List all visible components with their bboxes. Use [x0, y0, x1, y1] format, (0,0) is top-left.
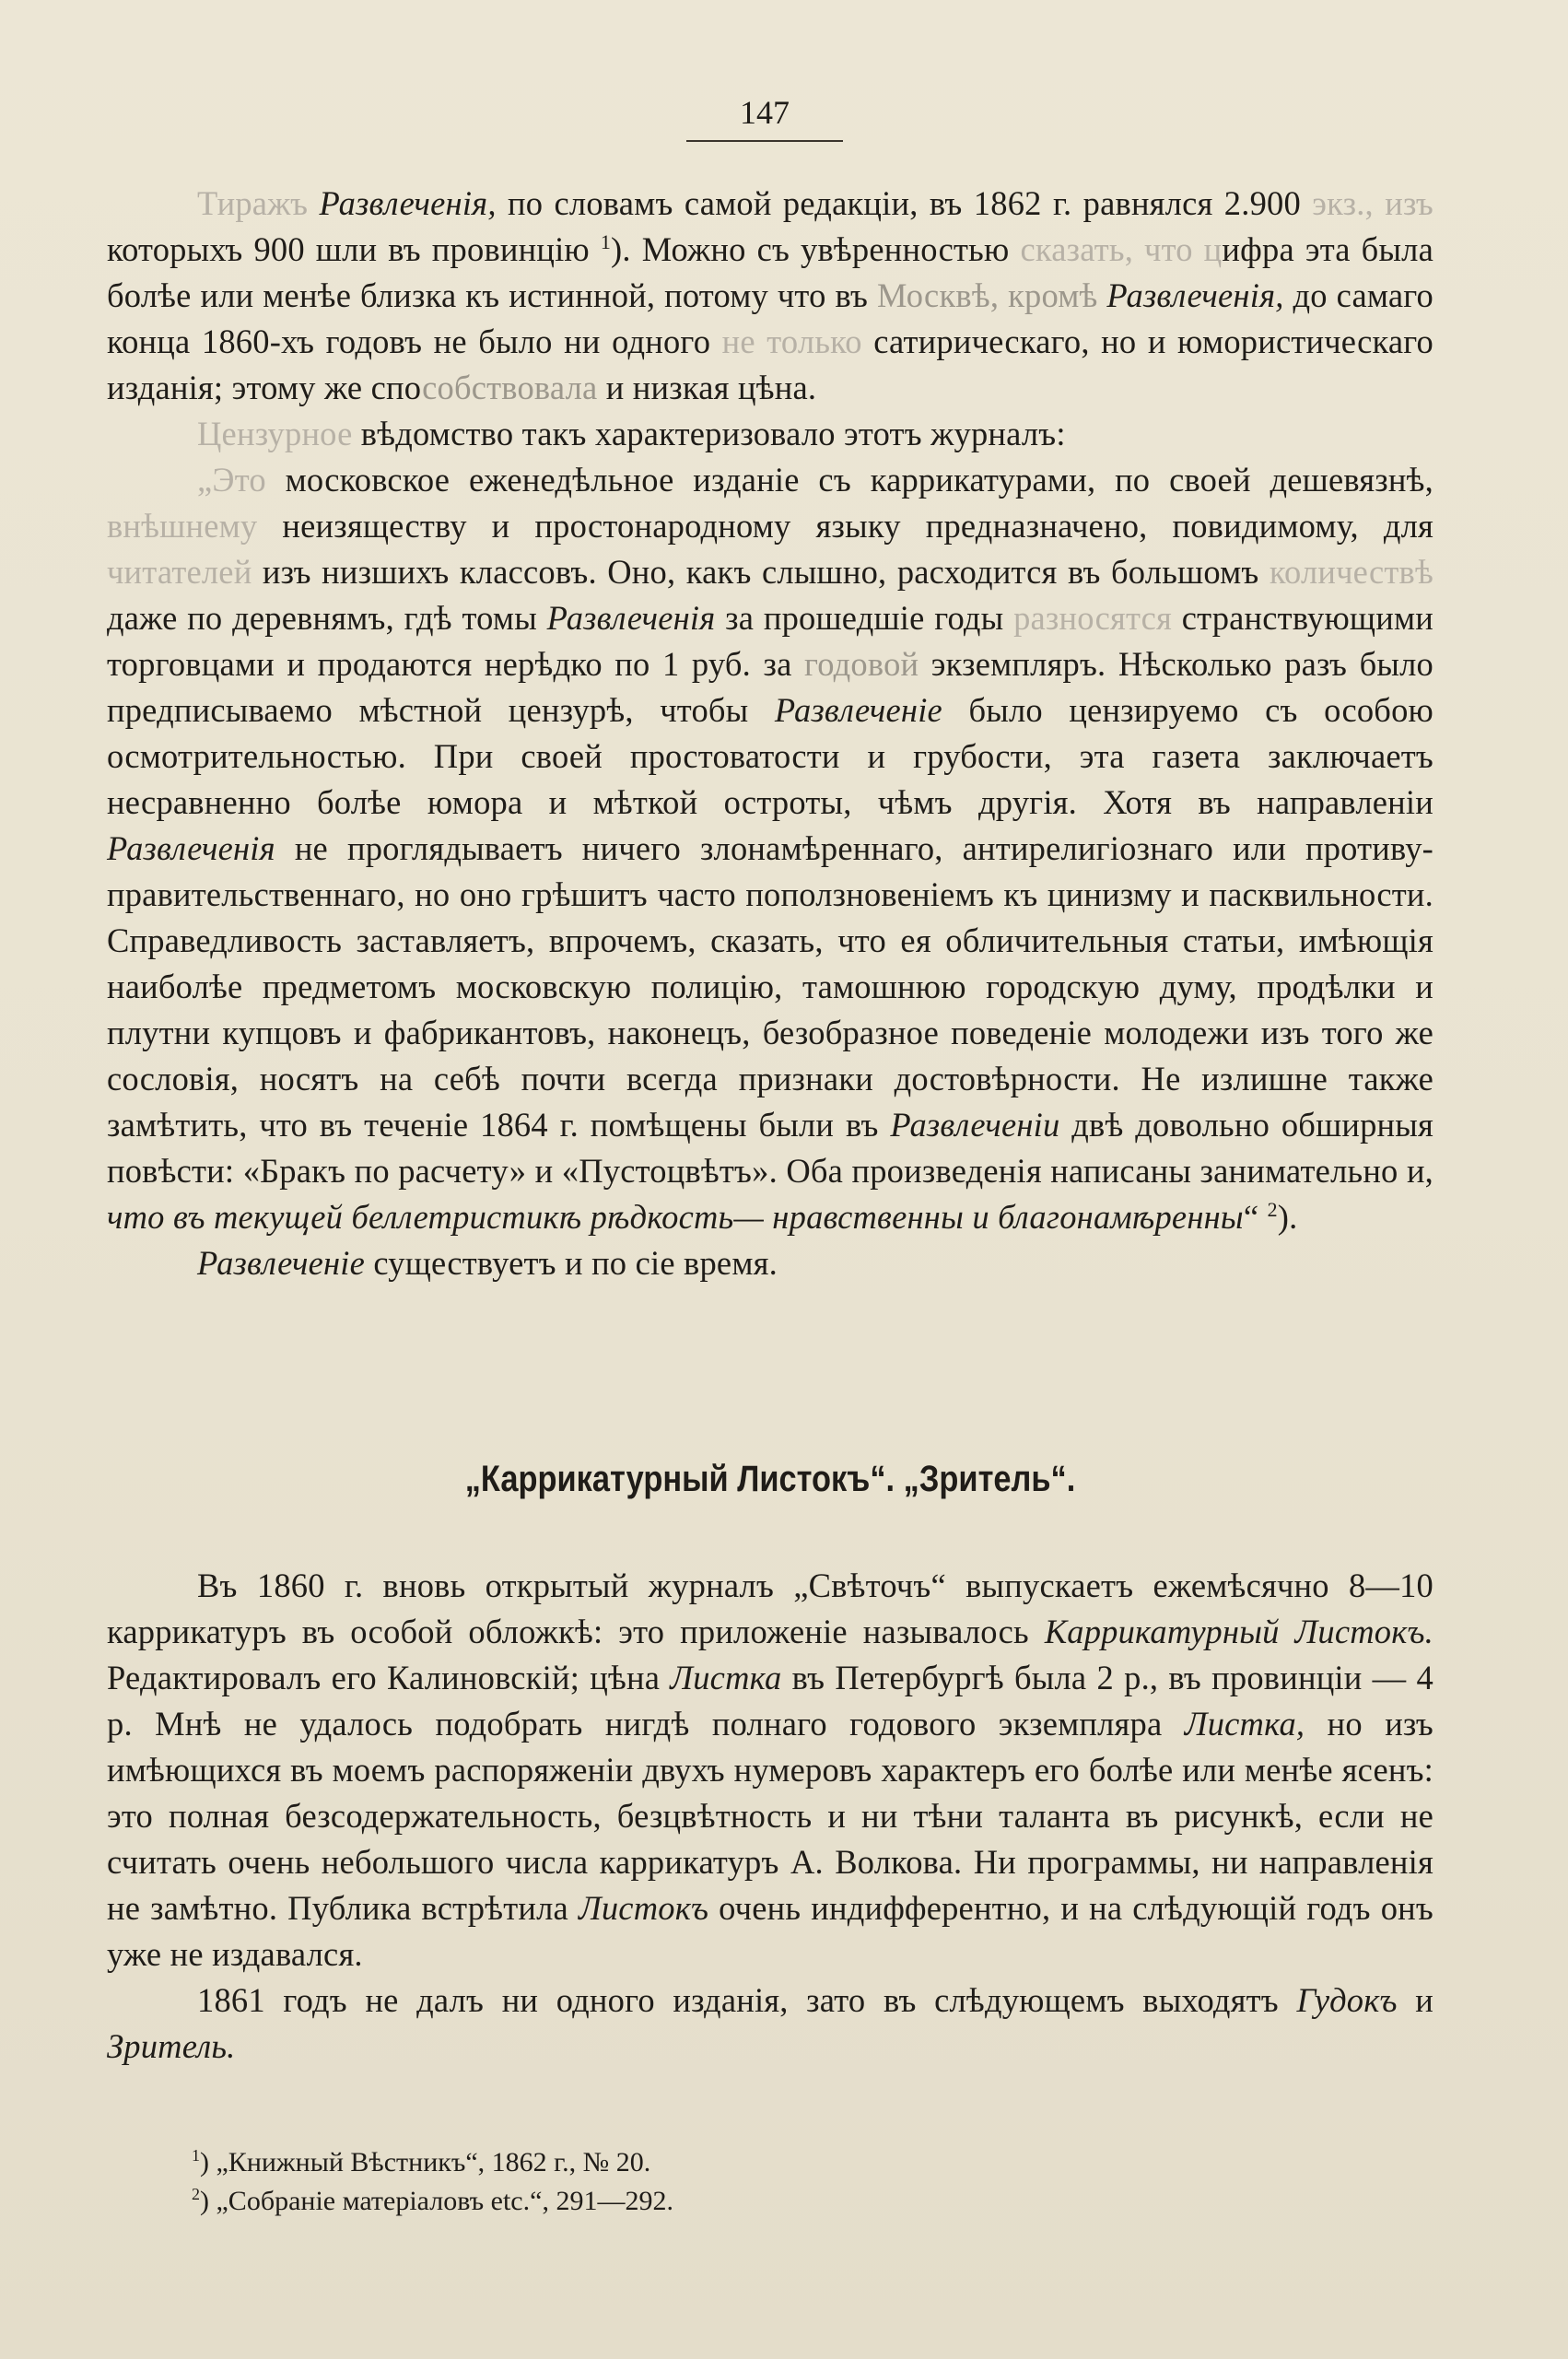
paragraph-censorship-quote: „Это московское еженедѣльное изданіе съ каррикатурами, по своей дешевязнѣ, внѣшнему неизяществу и простонародному языку предназначено, повидимому, для читателей изъ низшихъ классовъ. Оно, какъ слышно, расходится въ большомъ количествѣ даже по деревнямъ, гдѣ томы Развлеченія за прошедшіе годы разносятся странствующими торговцами и продаются нерѣдко по 1 руб. за годовой экземпляръ. Нѣсколько разъ было предписываемо мѣстной цензурѣ, чтобы Развлеченіе было цензируемо съ особою осмотрительностью. При своей простоватости и грубости, эта газета заключаетъ несравненно болѣе юмора и мѣткой остроты, чѣмъ другія. Хотя въ направленіи Развлеченія не проглядываетъ ничего злонамѣреннаго, антирелигіознаго или противу-правительственнаго, но оно грѣшитъ часто поползновеніемъ къ цинизму и пасквильности. Справедливость заставляетъ, впрочемъ, сказать, что ея обличительныя статьи, имѣющія наиболѣе предметомъ московскую полицію, тамошнюю городскую думу, продѣлки и плутни купцовъ и фабрикантовъ, наконецъ, безобразное поведеніе молодежи изъ того же сословія, носятъ на себѣ почти всегда признаки достовѣрности. Не излишне также замѣтить, что въ теченіе 1864 г. помѣщены были въ Развлеченіи двѣ довольно обширныя повѣсти: «Бракъ по расчету» и «Пустоцвѣтъ». Оба произведенія написаны занимательно и, что въ текущей беллетристикѣ рѣдкость— нравственны и благонамѣренны“ $^2$).: [107, 461, 1434, 1236]
footnotes: [192, 2143, 1113, 2221]
paragraph-circulation: Тиражъ Развлеченія, по словамъ самой редакціи, въ 1862 г. равнялся 2.900 экз., изъ которыхъ 900 шли въ провинцію $^1$). Можно съ увѣренностью сказать, что цифра эта была болѣе или менѣе близка къ истинной, потому что въ Москвѣ, кромѣ Развлеченія, до самаго конца 1860-хъ годовъ не было ни одного не только сатирическаго, но и юмористическаго изданія; этому же способствовала и низкая цѣна.: [107, 184, 1434, 406]
paragraph-censorship-intro: Цензурное вѣдомство такъ характеризовало этотъ журналъ:: [197, 415, 1066, 452]
page-number: 147: [740, 94, 790, 131]
paragraph-exists: Развлеченіе существуетъ и по сіе время.: [197, 1244, 778, 1282]
section-heading: „Каррикатурный Листокъ“. „Зритель“.: [464, 1459, 1076, 1499]
footnote-2: $^2$) „Собраніе матеріаловъ etc.“, 291—292.: [192, 2185, 673, 2216]
footnote-ref-2: 2: [1267, 1197, 1278, 1221]
main-text-lower: [107, 1563, 1433, 2070]
page-number-rule: [686, 140, 843, 142]
main-text-upper: [107, 181, 1433, 1286]
paragraph-1861: 1861 годъ не далъ ни одного изданія, зато въ слѣдующемъ выходятъ Гудокъ и Зритель.: [107, 1981, 1433, 2065]
footnote-ref-1: 1: [600, 229, 612, 253]
footnote-1: $^1$) „Книжный Вѣстникъ“, 1862 г., № 20.: [192, 2146, 651, 2177]
paragraph-karrikaturny-listok: Въ 1860 г. вновь открытый журналъ „Свѣточъ“ выпускаетъ ежемѣсячно 8—10 каррикатуръ въ особой обложкѣ: это приложеніе называлось Каррикатурный Листокъ. Редактировалъ его Калиновскій; цѣна Листка въ Петербургѣ была 2 р., въ провинціи — 4 р. Мнѣ не удалось подобрать нигдѣ полнаго годового экземпляра Листка, но изъ имѣющихся въ моемъ распоряженіи двухъ нумеровъ характеръ его болѣе или менѣе ясенъ: это полная безсодержательность, безцвѣтность и ни тѣни таланта въ рисункѣ, если не считать очень небольшого числа каррикатуръ А. Волкова. Ни программы, ни направленія не замѣтно. Публика встрѣтила Листокъ очень индифферентно, и на слѣдующій годъ онъ уже не издавался.: [107, 1567, 1434, 1973]
